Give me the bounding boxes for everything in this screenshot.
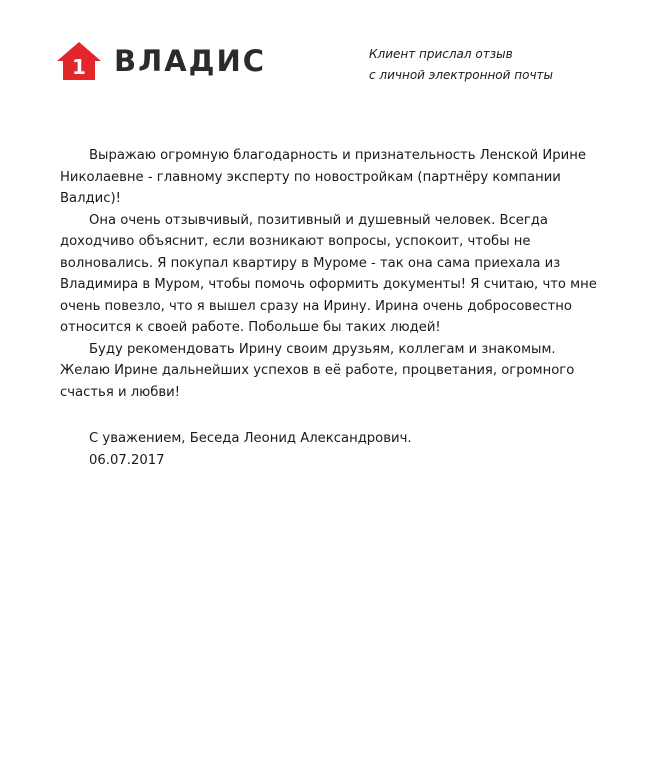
source-note-line-1: Клиент прислал отзыв bbox=[369, 47, 513, 61]
letter-paragraph: Она очень отзывчивый, позитивный и душевный человек. Всегда доходчиво объяснит, если возникают вопросы, успокоит, чтобы не волновались. Я покупал квартиру в Муроме - так она сама приехала из Владимира в Муром, чтобы помочь оформить документы! Я считаю, что мне очень повезло, что я вышел сразу на Ирину. Ирина очень добросовестно относится к своей работе. Побольше бы таких людей! bbox=[60, 212, 597, 335]
signature-block bbox=[89, 428, 412, 471]
letter-paragraph: Выражаю огромную благодарность и признательность Ленской Ирине Николаевне - главному эксперту по новостройкам (партнёру компании Валдис)! bbox=[60, 148, 586, 206]
brand-name: ВЛАДИС bbox=[114, 43, 267, 78]
house-logo-icon bbox=[56, 41, 102, 81]
source-note bbox=[369, 44, 553, 86]
letter-paragraph: Буду рекомендовать Ирину своим друзьям, коллегам и знакомым. Желаю Ирине дальнейших успехов в её работе, процветания, огромного счастья и любви! bbox=[60, 341, 575, 400]
letter-date: 06.07.2017 bbox=[89, 452, 165, 468]
letter-body bbox=[60, 145, 608, 403]
brand-logo bbox=[56, 41, 266, 81]
logo-digit: 1 bbox=[72, 55, 86, 79]
closing-line: С уважением, Беседа Леонид Александрович. bbox=[89, 431, 412, 446]
source-note-line-2: с личной электронной почты bbox=[369, 68, 553, 82]
